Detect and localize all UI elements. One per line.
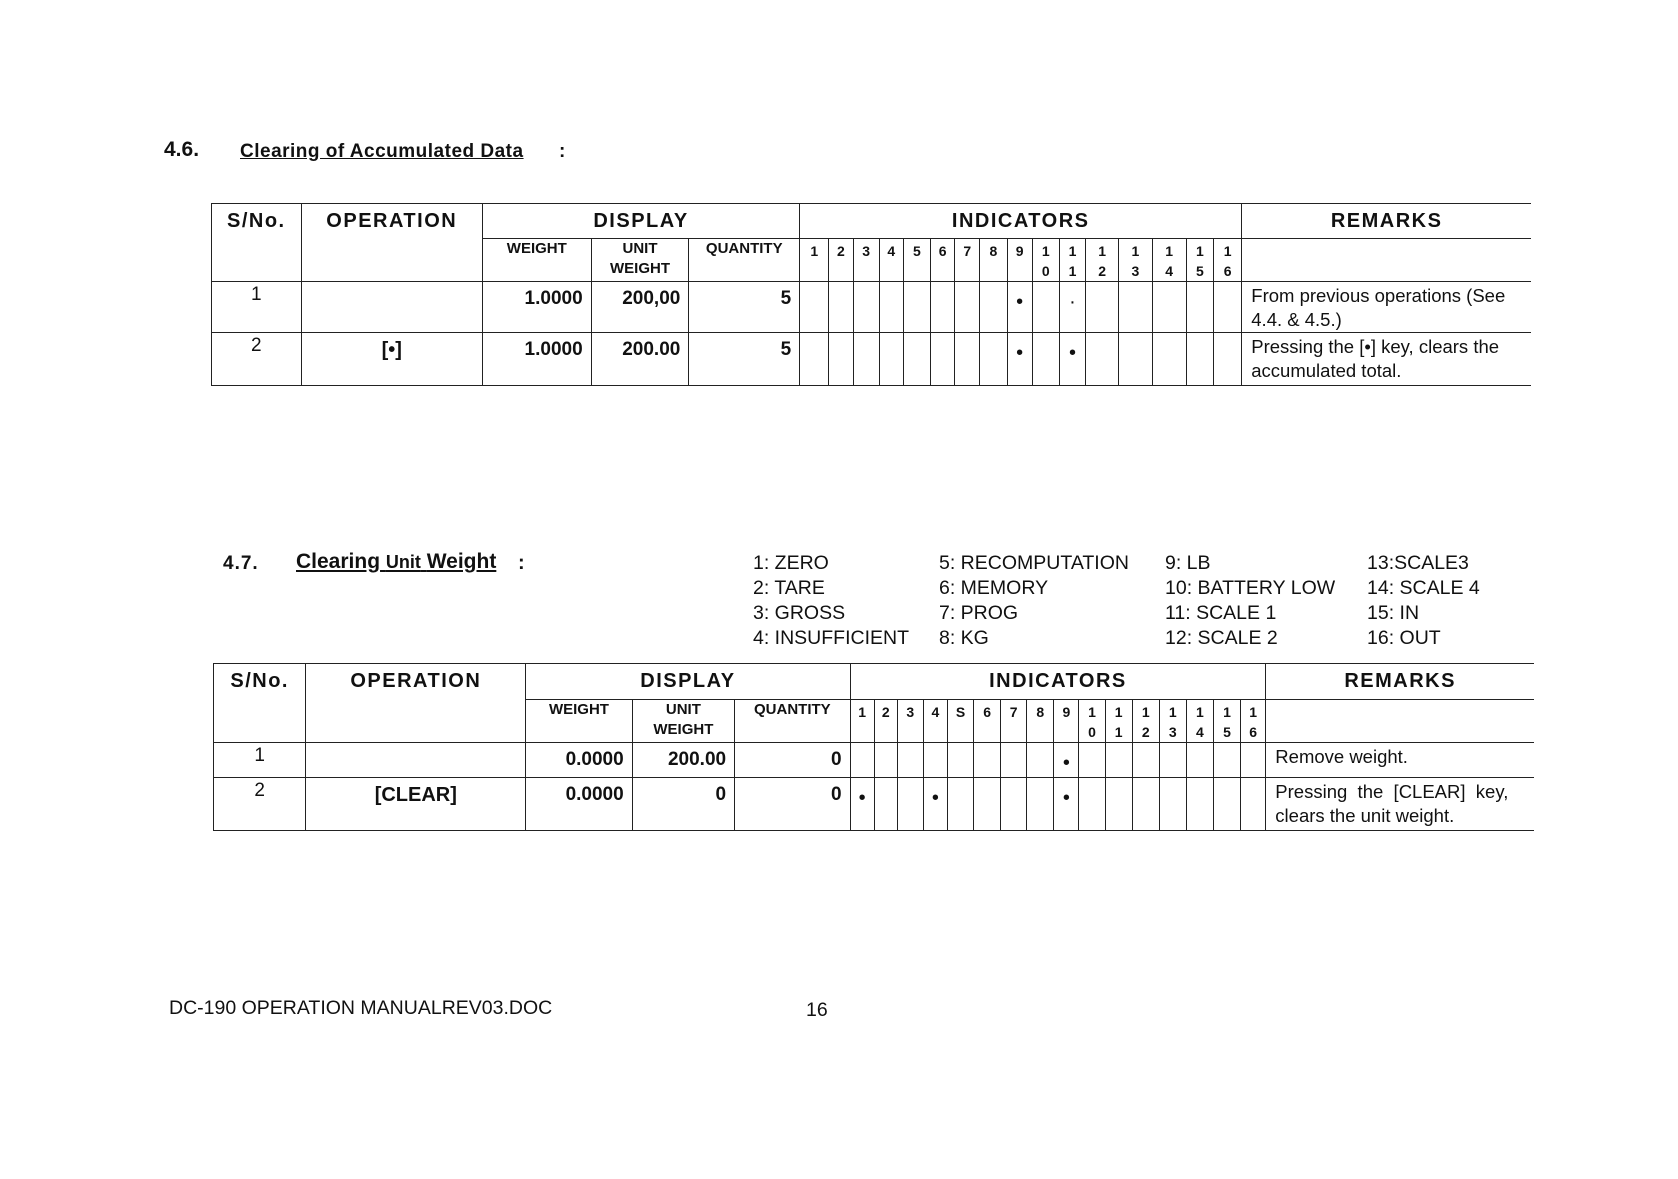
row-remark-line1: Pressing the [•] key, clears the <box>1251 336 1500 357</box>
indicator-col-digit: 4 <box>931 704 940 720</box>
indicator-cell-11 <box>1105 743 1132 778</box>
subheader-unit-weight-line1: UNIT <box>622 240 658 257</box>
indicator-col-15 <box>1186 239 1213 282</box>
indicator-col-3 <box>853 239 879 282</box>
clear-unit-weight-table <box>213 663 1534 831</box>
indicator-cell-10 <box>1079 743 1105 778</box>
indicator-col-12 <box>1132 700 1159 743</box>
indicator-col-digit: 8 <box>1036 704 1045 720</box>
indicator-cell-15 <box>1186 282 1213 333</box>
indicator-col-digit: 1 <box>1068 263 1077 279</box>
indicator-cell-5 <box>903 333 930 386</box>
row-quantity: 0 <box>735 743 850 778</box>
indicator-cell-13 <box>1159 778 1186 831</box>
indicator-col-digit: 1 <box>1068 243 1077 259</box>
indicator-col-14 <box>1152 239 1186 282</box>
indicator-col-digit: 0 <box>1088 724 1096 740</box>
accumulated-data-table <box>211 203 1531 386</box>
indicator-legend-item: 3: GROSS <box>753 602 846 624</box>
indicator-legend-item: 7: PROG <box>939 602 1019 624</box>
row-sno: 1 <box>214 743 306 778</box>
indicator-col-digit: 4 <box>1196 724 1204 740</box>
indicator-col-digit: 0 <box>1041 263 1050 279</box>
header-display: DISPLAY <box>482 204 799 239</box>
indicator-col-digit: 6 <box>1223 263 1232 279</box>
indicator-cell-6 <box>974 743 1001 778</box>
section-colon: : <box>518 552 525 574</box>
indicator-legend-item: 14: SCALE 4 <box>1367 577 1480 599</box>
indicator-col-10 <box>1032 239 1059 282</box>
section-number-4-7: 4.7. <box>223 553 259 574</box>
indicator-col-digit: 3 <box>1131 263 1140 279</box>
header-display: DISPLAY <box>526 664 850 700</box>
indicator-cell-7 <box>955 282 980 333</box>
indicator-cell-6 <box>974 778 1001 831</box>
indicator-cell-4 <box>879 333 903 386</box>
indicator-col-5 <box>903 239 930 282</box>
indicator-col-digit: 6 <box>938 243 947 259</box>
subheader-remarks-empty <box>1266 700 1534 743</box>
indicator-legend-item: 11: SCALE 1 <box>1165 602 1277 624</box>
indicator-col-digit: 8 <box>989 243 998 259</box>
indicator-col-13 <box>1159 700 1186 743</box>
row-operation: [•] <box>301 333 482 386</box>
indicator-col-digit: 7 <box>963 243 972 259</box>
indicator-cell-12 <box>1086 333 1119 386</box>
indicator-col-3 <box>897 700 923 743</box>
indicator-legend-item: 5: RECOMPUTATION <box>939 552 1129 574</box>
indicator-cell-1: • <box>850 778 874 831</box>
section-title-4-7-part-a: Clearing <box>296 550 381 573</box>
subheader-unit-weight-line1: UNIT <box>665 701 701 718</box>
indicator-cell-8 <box>1027 743 1054 778</box>
indicator-cell-15 <box>1186 333 1213 386</box>
subheader-unit-weight <box>632 700 734 743</box>
indicator-cell-7 <box>1001 743 1027 778</box>
indicator-legend-item: 16: OUT <box>1367 627 1441 649</box>
indicator-legend-item: 9: LB <box>1165 552 1211 574</box>
indicator-cell-4 <box>923 743 947 778</box>
indicator-col-13 <box>1119 239 1152 282</box>
indicator-cell-1 <box>800 282 829 333</box>
indicator-legend-item: 2: TARE <box>753 577 825 599</box>
indicator-cell-3 <box>853 333 879 386</box>
indicator-col-1 <box>800 239 829 282</box>
indicator-cell-11 <box>1105 778 1132 831</box>
row-quantity: 5 <box>689 333 800 386</box>
indicator-col-digit: 2 <box>837 243 845 259</box>
indicator-col-digit: 3 <box>862 243 870 259</box>
indicator-col-digit: 1 <box>1249 704 1258 720</box>
indicator-col-digit: 6 <box>1249 724 1258 740</box>
indicator-col-14 <box>1186 700 1213 743</box>
indicator-col-7 <box>955 239 980 282</box>
indicator-col-digit: 1 <box>1141 704 1150 720</box>
section-number-4-6: 4.6. <box>164 138 200 161</box>
indicator-cell-4: • <box>923 778 947 831</box>
indicator-col-4 <box>923 700 947 743</box>
header-operation: OPERATION <box>306 664 526 743</box>
indicator-cell-2 <box>874 778 897 831</box>
header-indicators: INDICATORS <box>850 664 1266 700</box>
indicator-cell-8 <box>980 333 1007 386</box>
section-title-4-7 <box>296 550 496 574</box>
row-unit-weight: 200.00 <box>632 743 734 778</box>
indicator-cell-9: • <box>1054 743 1079 778</box>
row-weight: 1.0000 <box>482 333 591 386</box>
section-title-4-7-part-b: Unit <box>385 552 421 572</box>
indicator-col-digit: 1 <box>1223 243 1232 259</box>
indicator-col-digit: 1 <box>1041 243 1050 259</box>
indicator-cell-14 <box>1186 743 1213 778</box>
row-quantity: 0 <box>735 778 850 831</box>
header-remarks: REMARKS <box>1242 204 1531 239</box>
indicator-col-15 <box>1213 700 1240 743</box>
indicator-col-digit: 1 <box>1223 704 1231 720</box>
row-operation <box>301 282 482 333</box>
indicator-col-digit: 3 <box>906 704 915 720</box>
row-unit-weight: 0 <box>632 778 734 831</box>
row-unit-weight: 200,00 <box>591 282 689 333</box>
indicator-col-digit: 4 <box>887 243 896 259</box>
indicator-cell-9: • <box>1007 333 1032 386</box>
indicator-cell-16 <box>1241 778 1266 831</box>
indicator-col-digit: 1 <box>1131 243 1140 259</box>
row-remark-line1: From previous operations (See <box>1251 285 1506 306</box>
indicator-col-16 <box>1241 700 1266 743</box>
indicator-col-4 <box>879 239 903 282</box>
indicator-col-2 <box>829 239 853 282</box>
indicator-cell-14 <box>1152 333 1186 386</box>
row-remark-line2: clears the unit weight. <box>1275 805 1455 826</box>
subheader-unit-weight-line2: WEIGHT <box>610 260 671 277</box>
subheader-quantity: QUANTITY <box>735 700 850 743</box>
indicator-legend-item: 8: KG <box>939 627 989 649</box>
row-remark <box>1266 778 1534 831</box>
indicator-legend-col-1 <box>753 551 909 651</box>
indicator-col-digit: 5 <box>1223 724 1231 740</box>
indicator-legend-item: 13:SCALE3 <box>1367 552 1469 574</box>
row-remark-line2: 4.4. & 4.5.) <box>1251 309 1342 330</box>
subheader-unit-weight-line2: WEIGHT <box>653 721 714 738</box>
indicator-cell-5 <box>947 743 973 778</box>
row-remark <box>1242 333 1531 386</box>
indicator-col-digit: 1 <box>1165 243 1174 259</box>
indicator-cell-14 <box>1186 778 1213 831</box>
indicator-cell-7 <box>1001 778 1027 831</box>
indicator-legend-item: 10: BATTERY LOW <box>1165 577 1336 599</box>
indicator-col-8 <box>980 239 1007 282</box>
subheader-weight: WEIGHT <box>482 239 591 282</box>
subheader-unit-weight <box>591 239 689 282</box>
indicator-cell-8 <box>1027 778 1054 831</box>
row-operation: [CLEAR] <box>306 778 526 831</box>
indicator-col-digit: 5 <box>1195 263 1204 279</box>
indicator-cell-1 <box>800 333 829 386</box>
indicator-col-12 <box>1086 239 1119 282</box>
indicator-col-digit: 5 <box>913 243 921 259</box>
indicator-cell-15 <box>1213 743 1240 778</box>
indicator-cell-2 <box>874 743 897 778</box>
indicator-cell-1 <box>850 743 874 778</box>
indicator-cell-4 <box>879 282 903 333</box>
table-row <box>212 282 1532 333</box>
indicator-legend-item: 6: MEMORY <box>939 577 1049 599</box>
header-operation: OPERATION <box>301 204 482 282</box>
subheader-weight: WEIGHT <box>526 700 632 743</box>
indicator-col-digit: 1 <box>1088 704 1096 720</box>
row-weight: 0.0000 <box>526 743 632 778</box>
indicator-legend-item: 15: IN <box>1367 602 1420 624</box>
indicator-cell-5 <box>947 778 973 831</box>
section-title-4-7-part-c: Weight <box>426 550 497 573</box>
indicator-col-6 <box>931 239 955 282</box>
indicator-cell-13 <box>1119 333 1152 386</box>
indicator-col-digit: 1 <box>1114 704 1123 720</box>
indicator-cell-12 <box>1132 743 1159 778</box>
indicator-col-digit: 9 <box>1015 243 1024 259</box>
indicator-col-digit: S <box>955 704 966 720</box>
indicator-col-digit: 2 <box>1098 263 1107 279</box>
indicator-cell-16 <box>1213 333 1241 386</box>
row-weight: 1.0000 <box>482 282 591 333</box>
row-sno: 1 <box>212 282 302 333</box>
indicator-col-digit: 1 <box>1098 243 1107 259</box>
section-colon: : <box>559 141 566 162</box>
indicator-cell-6 <box>931 333 955 386</box>
indicator-cell-13 <box>1159 743 1186 778</box>
indicator-cell-12 <box>1086 282 1119 333</box>
subheader-remarks-empty <box>1242 239 1531 282</box>
header-sno: S/No. <box>212 204 302 282</box>
row-remark-line1: Pressing the [CLEAR] key, <box>1275 781 1509 802</box>
indicator-cell-3 <box>897 743 923 778</box>
indicator-col-digit: 1 <box>1196 704 1204 720</box>
row-sno: 2 <box>214 778 306 831</box>
indicator-legend-item: 12: SCALE 2 <box>1165 627 1278 649</box>
indicator-col-digit: 9 <box>1062 704 1071 720</box>
footer-page-number: 16 <box>806 999 828 1021</box>
table-row <box>214 743 1535 778</box>
indicator-cell-10 <box>1032 282 1059 333</box>
header-sno: S/No. <box>214 664 306 743</box>
indicator-cell-9: • <box>1007 282 1032 333</box>
indicator-legend-item: 4: INSUFFICIENT <box>753 627 910 649</box>
indicator-cell-2 <box>829 282 853 333</box>
indicator-cell-2 <box>829 333 853 386</box>
section-title-4-6: Clearing of Accumulated Data <box>240 141 524 162</box>
indicator-col-10 <box>1079 700 1105 743</box>
indicator-legend-col-2 <box>939 551 1129 651</box>
header-indicators: INDICATORS <box>800 204 1242 239</box>
indicator-cell-6 <box>931 282 955 333</box>
indicator-col-digit: 6 <box>983 704 991 720</box>
indicator-col-6 <box>974 700 1001 743</box>
indicator-cell-5 <box>903 282 930 333</box>
indicator-col-digit: 4 <box>1165 263 1174 279</box>
indicator-col-8 <box>1027 700 1054 743</box>
indicator-col-5 <box>947 700 973 743</box>
indicator-cell-10 <box>1032 333 1059 386</box>
indicator-legend-col-3 <box>1165 551 1335 651</box>
indicator-cell-12 <box>1132 778 1159 831</box>
row-operation <box>306 743 526 778</box>
indicator-col-digit: 2 <box>1141 724 1150 740</box>
indicator-col-digit: 1 <box>858 704 867 720</box>
table-row <box>212 333 1532 386</box>
indicator-legend-col-4 <box>1367 551 1480 651</box>
indicator-col-7 <box>1001 700 1027 743</box>
row-sno: 2 <box>212 333 302 386</box>
indicator-col-digit: 3 <box>1168 724 1177 740</box>
indicator-col-digit: 2 <box>881 704 890 720</box>
indicator-cell-3 <box>853 282 879 333</box>
indicator-col-9 <box>1007 239 1032 282</box>
table-row <box>214 778 1535 831</box>
indicator-cell-11: • <box>1059 333 1085 386</box>
indicator-col-11 <box>1105 700 1132 743</box>
row-unit-weight: 200.00 <box>591 333 689 386</box>
indicator-legend-item: 1: ZERO <box>753 552 829 574</box>
indicator-col-11 <box>1059 239 1085 282</box>
indicator-col-digit: 1 <box>810 243 819 259</box>
row-remark <box>1242 282 1531 333</box>
row-remark-line2: accumulated total. <box>1251 360 1402 381</box>
row-remark <box>1266 743 1534 778</box>
indicator-cell-10 <box>1079 778 1105 831</box>
indicator-cell-15 <box>1213 778 1240 831</box>
indicator-cell-11: · <box>1059 282 1085 333</box>
indicator-cell-3 <box>897 778 923 831</box>
indicator-cell-14 <box>1152 282 1186 333</box>
indicator-cell-16 <box>1241 743 1266 778</box>
header-remarks: REMARKS <box>1266 664 1534 700</box>
indicator-cell-9: • <box>1054 778 1079 831</box>
indicator-col-16 <box>1213 239 1241 282</box>
footer-document-name: DC-190 OPERATION MANUALREV03.DOC <box>169 997 553 1019</box>
indicator-col-2 <box>874 700 897 743</box>
subheader-quantity: QUANTITY <box>689 239 800 282</box>
indicator-col-digit: 7 <box>1009 704 1018 720</box>
row-remark-line1: Remove weight. <box>1275 746 1408 767</box>
row-weight: 0.0000 <box>526 778 632 831</box>
indicator-col-digit: 1 <box>1114 724 1123 740</box>
indicator-col-digit: 1 <box>1168 704 1177 720</box>
indicator-cell-13 <box>1119 282 1152 333</box>
indicator-cell-7 <box>955 333 980 386</box>
row-quantity: 5 <box>689 282 800 333</box>
indicator-cell-16 <box>1213 282 1241 333</box>
indicator-col-1 <box>850 700 874 743</box>
indicator-col-digit: 1 <box>1195 243 1204 259</box>
indicator-cell-8 <box>980 282 1007 333</box>
indicator-col-9 <box>1054 700 1079 743</box>
